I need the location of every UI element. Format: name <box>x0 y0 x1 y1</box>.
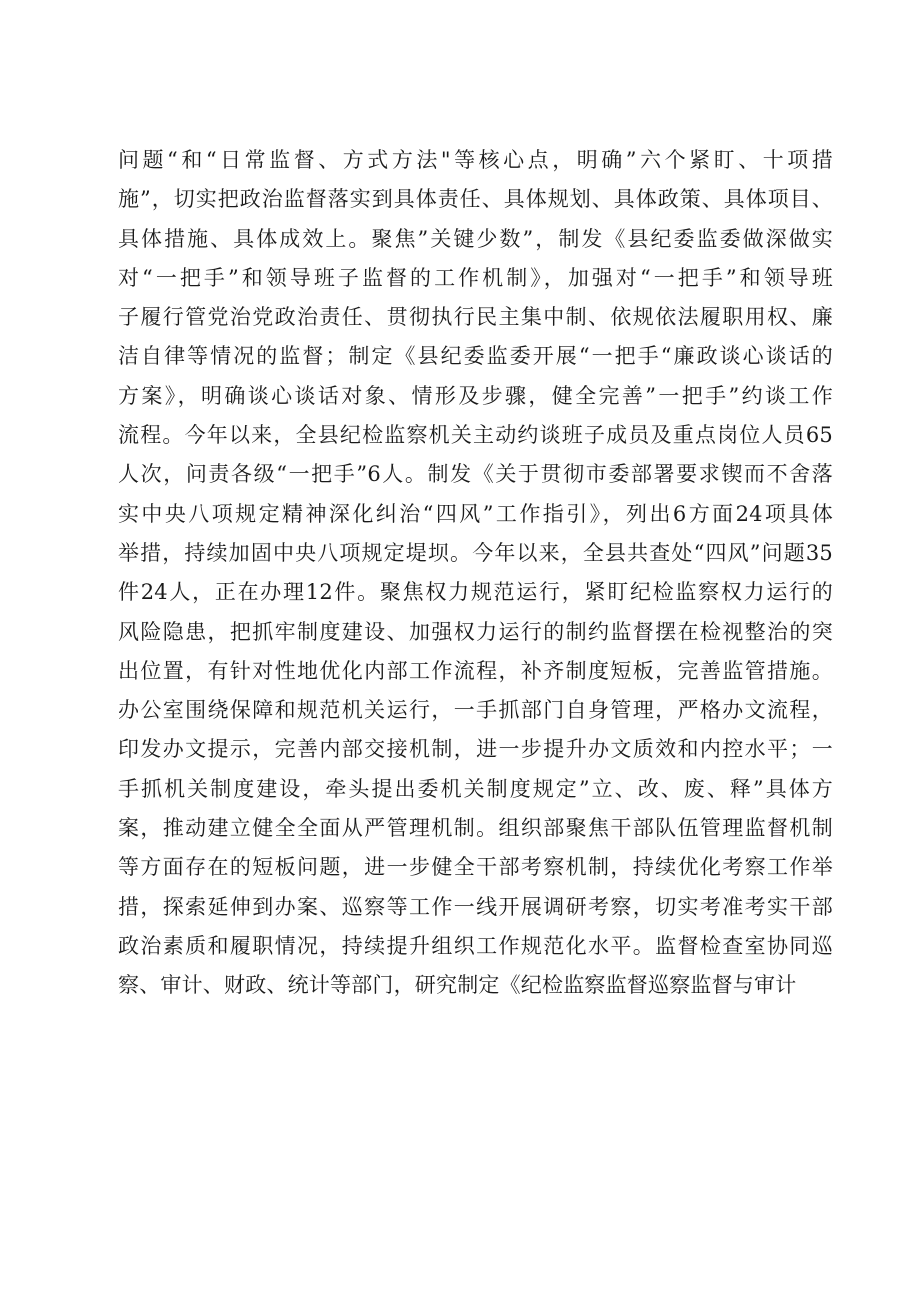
text-line: 方案》，明确谈心谈话对象、情形及步骤，健全完善”一把手”约谈工作 <box>118 383 833 408</box>
text-line: 等方面存在的短板问题，进一步健全干部考察机制，持续优化考察工作举 <box>118 855 833 880</box>
text-line: 洁自律等情况的监督；制定《县纪委监委开展“一把手“廉政谈心谈话的 <box>118 344 833 369</box>
text-line: 政治素质和履职情况，持续提升组织工作规范化水平。监督检查室协同巡 <box>118 933 833 958</box>
text-line: 风险隐患，把抓牢制度建设、加强权力运行的制约监督摆在检视整治的突 <box>118 619 833 644</box>
text-line: 出位置，有针对性地优化内部工作流程，补齐制度短板，完善监管措施。 <box>118 658 833 683</box>
text-line: 实中央八项规定精神深化纠治“四风”工作指引》，列出6方面24项具体 <box>118 501 833 526</box>
text-line: 施”，切实把政治监督落实到具体责任、具体规划、具体政策、具体项目、 <box>118 187 833 212</box>
text-line: 措，探索延伸到办案、巡察等工作一线开展调研考察，切实考准考实干部 <box>118 894 833 919</box>
text-line: 问题“和“日常监督、方式方法"等核心点，明确”六个紧盯、十项措 <box>118 148 833 172</box>
text-line: 办公室围绕保障和规范机关运行，一手抓部门自身管理，严格办文流程， <box>118 698 833 723</box>
text-line: 印发办文提示，完善内部交接机制，进一步提升办文质效和内控水平；一 <box>118 737 833 762</box>
text-line: 流程。今年以来，全县纪检监察机关主动约谈班子成员及重点岗位人员65 <box>118 423 833 448</box>
text-line: 人次，问责各级“一把手”6人。制发《关于贯彻市委部署要求锲而不舍落 <box>118 462 833 487</box>
text-line: 具体措施、具体成效上。聚焦”关键少数”，制发《县纪委监委做深做实 <box>118 226 833 251</box>
text-line: 察、审计、财政、统计等部门，研究制定《纪检监察监督巡察监督与审计 <box>118 973 797 998</box>
body-text <box>118 141 833 1006</box>
text-line: 手抓机关制度建设，牵头提出委机关制度规定”立、改、废、释”具体方 <box>118 776 833 801</box>
text-line: 举措，持续加固中央八项规定堤坝。今年以来，全县共查处“四风”问题35 <box>118 540 833 565</box>
text-line: 案，推动建立健全全面从严管理机制。组织部聚焦干部队伍管理监督机制 <box>118 816 833 841</box>
text-line: 子履行管党治党政治责任、贯彻执行民主集中制、依规依法履职用权、廉 <box>118 305 833 330</box>
text-line: 件24人，正在办理12件。聚焦权力规范运行，紧盯纪检监察权力运行的 <box>118 580 833 605</box>
text-line: 对“一把手”和领导班子监督的工作机制》，加强对“一把手”和领导班 <box>118 265 833 290</box>
